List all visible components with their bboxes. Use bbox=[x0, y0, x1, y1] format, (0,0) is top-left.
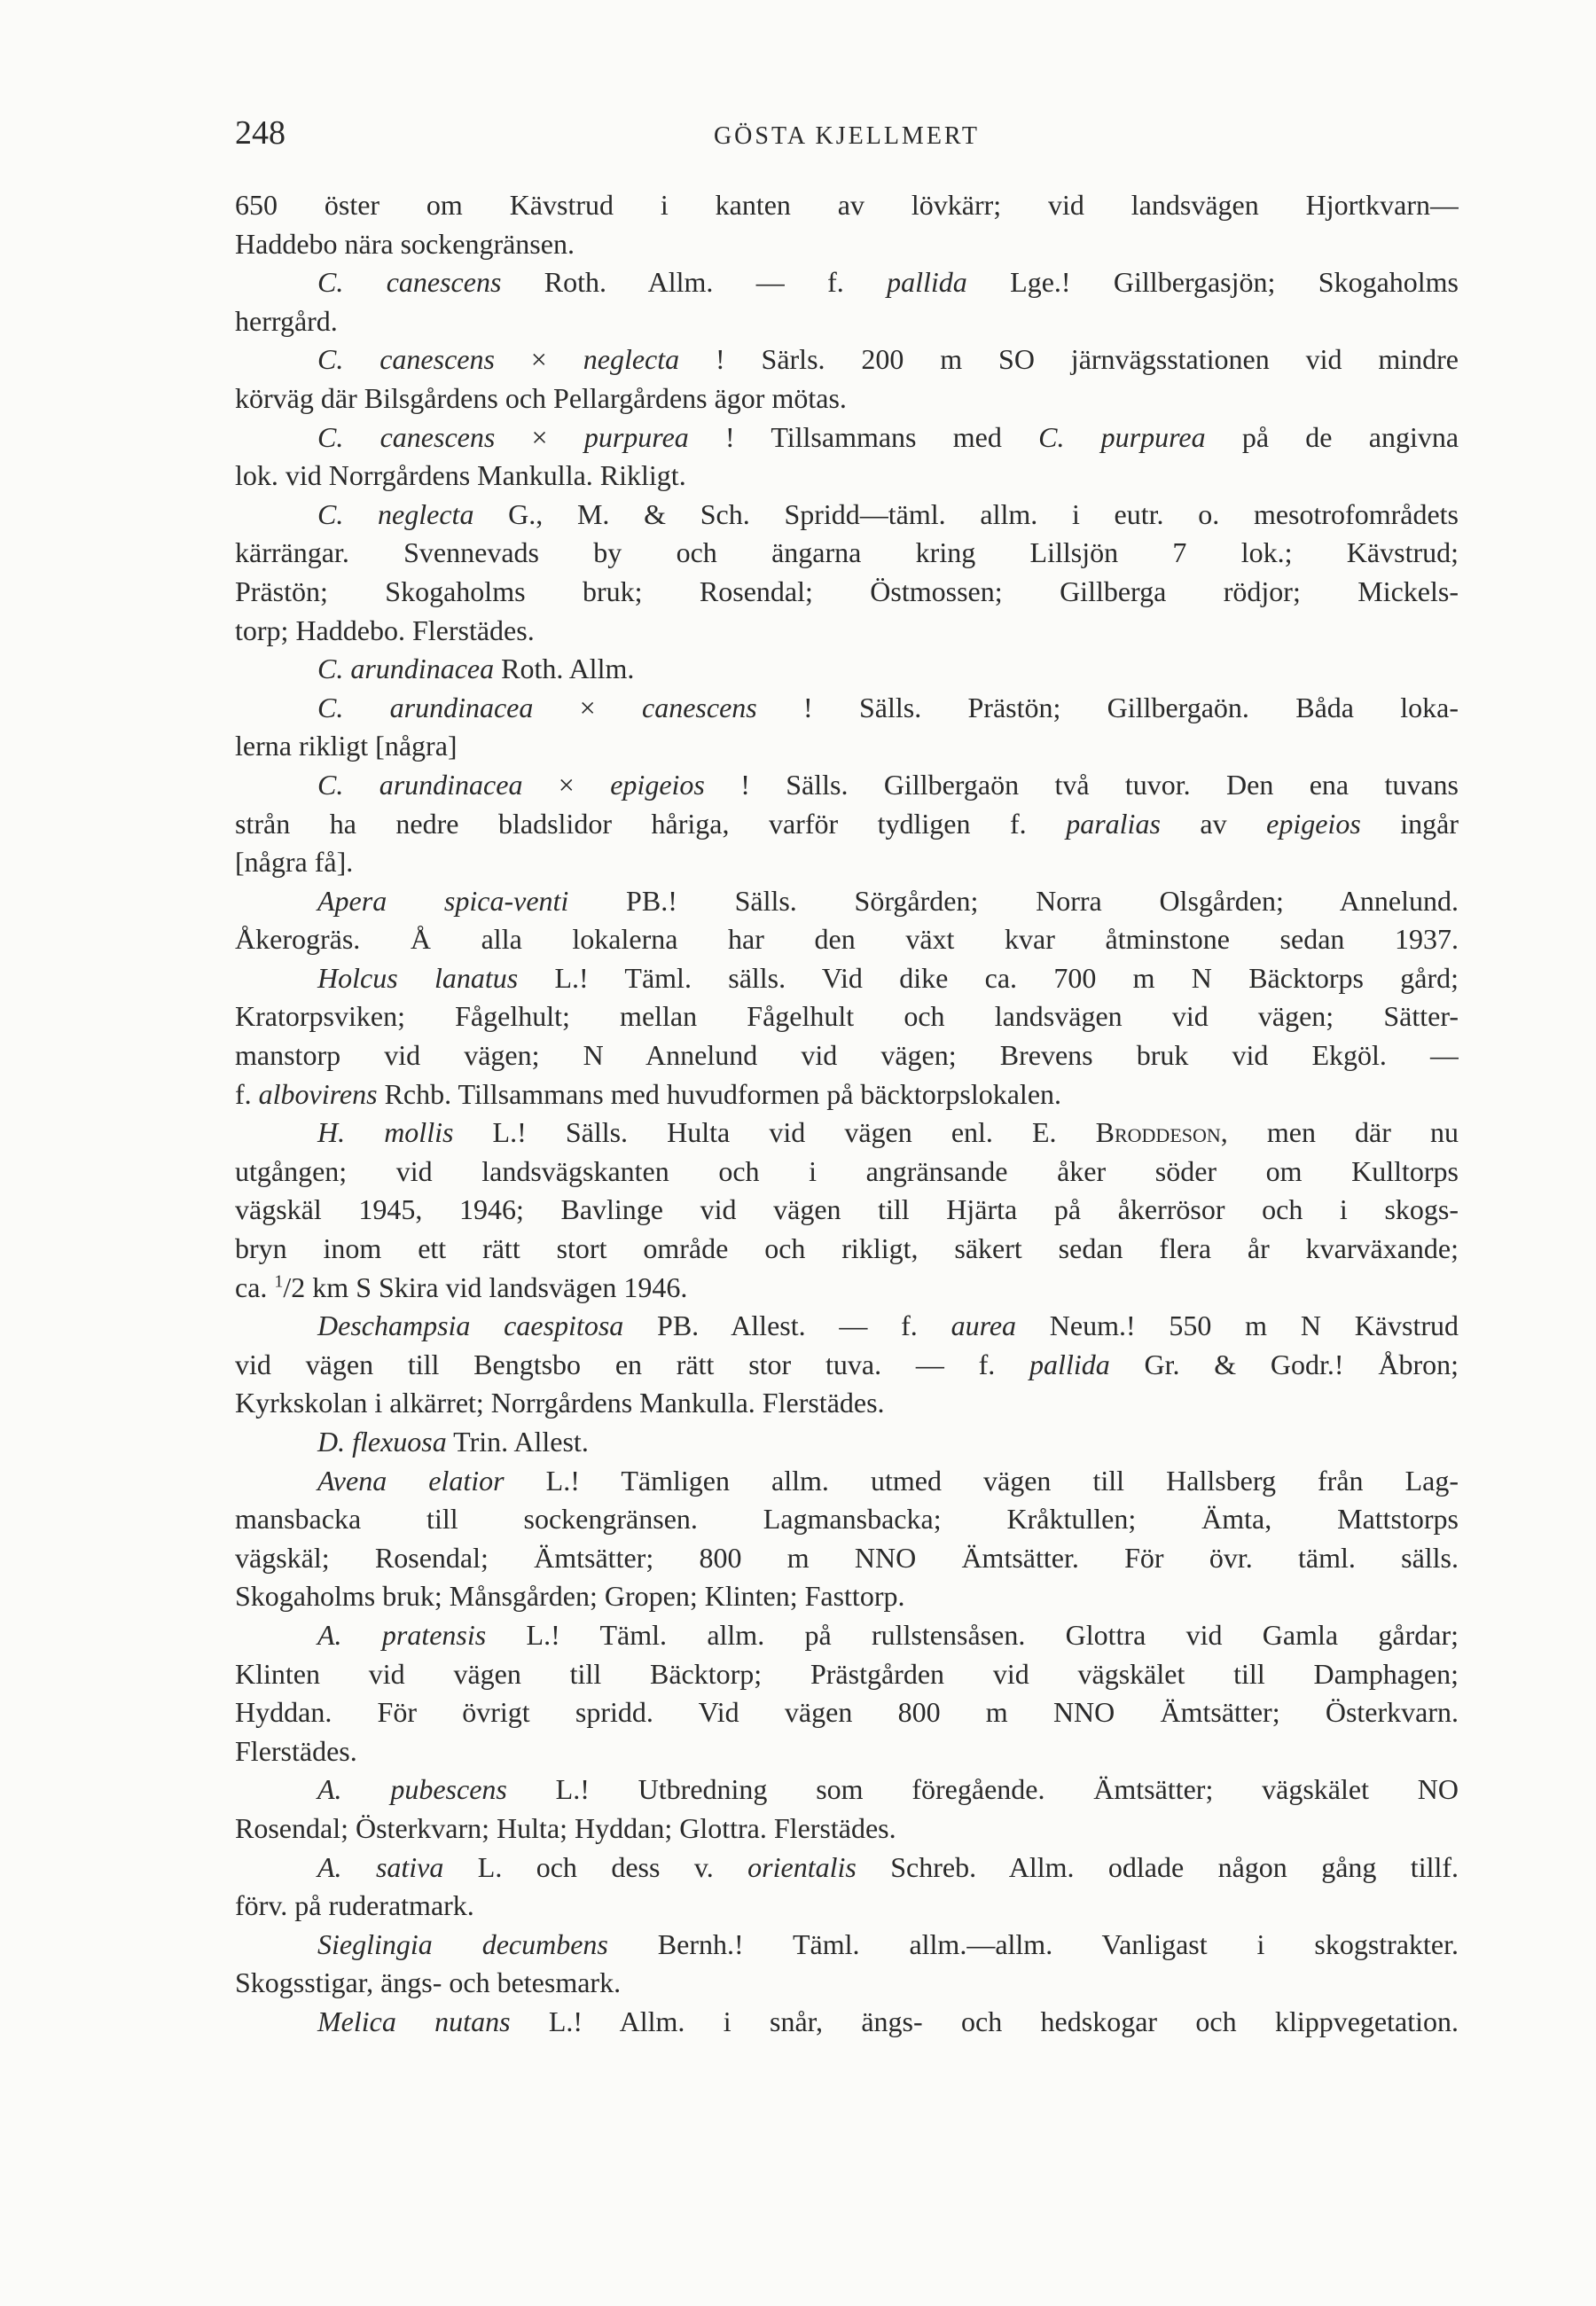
text-run: Roth. Allm. — f. bbox=[501, 266, 888, 299]
text-line bbox=[235, 1230, 1459, 1269]
page-header bbox=[235, 113, 1459, 158]
text-run: körväg där Bilsgårdens och Pellargårdens ägor mötas. bbox=[235, 381, 847, 414]
taxon-name: A. sativa bbox=[317, 1850, 444, 1883]
text-run: L.! Allm. i snår, ängs- och hedskogar och klippvegetation. bbox=[510, 2005, 1459, 2037]
text-run: × bbox=[522, 768, 611, 801]
text-run: ! Tillsammans med bbox=[688, 420, 1039, 453]
text-run: vid vägen till Bengtsbo en rätt stor tuva. — f. bbox=[235, 1348, 1030, 1380]
text-run: Schreb. Allm. odlade någon gång tillf. bbox=[856, 1850, 1459, 1883]
text-run: × bbox=[494, 343, 583, 376]
taxon-name: H. mollis bbox=[317, 1116, 454, 1149]
text-run: lok. vid Norrgårdens Mankulla. Rikligt. bbox=[235, 459, 686, 492]
taxon-name: C. arundinacea bbox=[317, 768, 523, 801]
text-line bbox=[235, 1810, 1459, 1849]
text-line bbox=[235, 457, 1459, 496]
text-line bbox=[235, 573, 1459, 612]
taxon-name: paralias bbox=[1066, 807, 1161, 840]
text-run: av bbox=[1160, 807, 1267, 840]
text-line bbox=[235, 1346, 1459, 1385]
taxon-name: C. purpurea bbox=[1038, 420, 1206, 453]
text-line bbox=[235, 1153, 1459, 1192]
text-line bbox=[235, 650, 1459, 689]
text-run: L.! Sälls. Hulta vid vägen enl. E. bbox=[453, 1116, 1096, 1149]
text-run: ! Sälls. Prästön; Gillbergaön. Båda loka- bbox=[756, 691, 1459, 723]
text-line bbox=[235, 225, 1459, 264]
text-line bbox=[235, 186, 1459, 225]
text-line bbox=[235, 920, 1459, 959]
text-run: Kratorpsviken; Fågelhult; mellan Fågelhult och landsvägen vid vägen; Sätter- bbox=[235, 1000, 1459, 1033]
text-run: förv. på ruderatmark. bbox=[235, 1889, 474, 1922]
text-run: ca. bbox=[235, 1270, 275, 1303]
text-run: 1 bbox=[274, 1270, 284, 1291]
text-line bbox=[235, 1423, 1459, 1462]
text-run: Lge.! Gillbergasjön; Skogaholms bbox=[966, 266, 1459, 299]
text-run: × bbox=[533, 691, 643, 723]
text-run: Rosendal; Österkvarn; Hulta; Hyddan; Glottra. Flerstädes. bbox=[235, 1811, 896, 1844]
text-line bbox=[235, 302, 1459, 341]
text-line bbox=[235, 2003, 1459, 2042]
text-run: utgången; vid landsvägskanten och i angränsande åker söder om Kulltorps bbox=[235, 1154, 1459, 1187]
text-line bbox=[235, 1075, 1459, 1114]
taxon-name: pallida bbox=[1029, 1348, 1110, 1380]
text-run: vägskäl 1945, 1946; Bavlinge vid vägen till Hjärta på åkerrösor och i skogs- bbox=[235, 1193, 1459, 1226]
text-line bbox=[235, 1693, 1459, 1732]
text-line bbox=[235, 1114, 1459, 1153]
text-line bbox=[235, 612, 1459, 651]
taxon-name: epigeios bbox=[1266, 807, 1361, 840]
running-head: GÖSTA KJELLMERT bbox=[713, 122, 981, 150]
text-run: Skogaholms bruk; Månsgården; Gropen; Klinten; Fasttorp. bbox=[235, 1580, 905, 1613]
taxon-name: C. arundinacea bbox=[317, 653, 495, 685]
text-run: ! Särls. 200 m SO järnvägsstationen vid mindre bbox=[679, 343, 1459, 376]
taxon-name: C. neglecta bbox=[317, 497, 474, 530]
text-line bbox=[235, 805, 1459, 844]
text-run: strån ha nedre bladslidor håriga, varför tydligen f. bbox=[235, 807, 1067, 840]
author-name: Broddeson bbox=[1095, 1116, 1221, 1149]
body-text bbox=[235, 186, 1459, 2042]
taxon-name: canescens bbox=[642, 691, 757, 723]
text-run: Haddebo nära sockengränsen. bbox=[235, 227, 575, 260]
text-line bbox=[235, 1577, 1459, 1616]
text-line bbox=[235, 689, 1459, 728]
text-run: Gr. & Godr.! Åbron; bbox=[1109, 1348, 1459, 1380]
taxon-name: C. canescens bbox=[317, 343, 495, 376]
text-run: PB. Allest. — f. bbox=[623, 1309, 951, 1342]
taxon-name: orientalis bbox=[747, 1850, 857, 1883]
text-line bbox=[235, 496, 1459, 535]
taxon-name: Sieglingia decumbens bbox=[317, 1927, 608, 1960]
text-run: Flerstädes. bbox=[235, 1734, 357, 1767]
text-line bbox=[235, 1964, 1459, 2003]
text-line bbox=[235, 959, 1459, 998]
taxon-name: Holcus lanatus bbox=[317, 961, 519, 994]
text-run: herrgård. bbox=[235, 304, 338, 337]
text-line bbox=[235, 418, 1459, 457]
text-run: , men där nu bbox=[1220, 1116, 1459, 1149]
text-run: G., M. & Sch. Spridd—täml. allm. i eutr. o. mesotrofområdets bbox=[473, 497, 1459, 530]
text-run: Hyddan. För övrigt spridd. Vid vägen 800 m NNO Ämtsätter; Österkvarn. bbox=[235, 1696, 1459, 1729]
text-run: f. bbox=[235, 1077, 259, 1110]
text-line bbox=[235, 1655, 1459, 1694]
text-run: L.! Tämligen allm. utmed vägen till Hallsberg från Lag- bbox=[504, 1464, 1459, 1497]
text-run: L. och dess v. bbox=[443, 1850, 748, 1883]
taxon-name: A. pubescens bbox=[317, 1773, 507, 1806]
text-run: på de angivna bbox=[1205, 420, 1459, 453]
text-line bbox=[235, 1269, 1459, 1308]
text-line bbox=[235, 1307, 1459, 1346]
text-run: bryn inom ett rätt stort område och rikligt, säkert sedan flera år kvarväxande; bbox=[235, 1232, 1459, 1265]
taxon-name: Apera spica-venti bbox=[317, 884, 569, 917]
text-run: /2 km S Skira vid landsvägen 1946. bbox=[283, 1270, 688, 1303]
text-line bbox=[235, 1191, 1459, 1230]
text-run: manstorp vid vägen; N Annelund vid vägen; Brevens bruk vid Ekgöl. — bbox=[235, 1039, 1459, 1072]
text-line bbox=[235, 1539, 1459, 1578]
text-run: L.! Utbredning som föregående. Ämtsätter; vägskälet NO bbox=[506, 1773, 1459, 1806]
taxon-name: C. canescens bbox=[317, 266, 502, 299]
text-run: × bbox=[495, 420, 584, 453]
text-run: kärrängar. Svennevads by och ängarna kring Lillsjön 7 lok.; Kävstrud; bbox=[235, 536, 1459, 569]
taxon-name: Melica nutans bbox=[317, 2005, 511, 2037]
taxon-name: pallida bbox=[887, 266, 967, 299]
text-run: Bernh.! Täml. allm.—allm. Vanligast i skogstrakter. bbox=[607, 1927, 1459, 1960]
taxon-name: C. arundinacea bbox=[317, 691, 534, 723]
text-line bbox=[235, 1887, 1459, 1926]
text-run: PB.! Sälls. Sörgården; Norra Olsgården; Annelund. bbox=[568, 884, 1459, 917]
text-line bbox=[235, 1732, 1459, 1771]
text-run: lerna rikligt [några] bbox=[235, 730, 458, 762]
text-run: Klinten vid vägen till Bäcktorp; Prästgården vid vägskälet till Damphagen; bbox=[235, 1657, 1459, 1690]
taxon-name: neglecta bbox=[583, 343, 680, 376]
text-line bbox=[235, 534, 1459, 573]
text-run: Rchb. Tillsammans med huvudformen på bäcktorpslokalen. bbox=[377, 1077, 1062, 1110]
text-line bbox=[235, 1462, 1459, 1501]
text-run: L.! Täml. allm. på rullstensåsen. Glottra vid Gamla gårdar; bbox=[486, 1618, 1459, 1651]
taxon-name: epigeios bbox=[610, 768, 705, 801]
text-run: Neum.! 550 m N Kävstrud bbox=[1016, 1309, 1459, 1342]
text-run: ! Sälls. Gillbergaön två tuvor. Den ena tuvans bbox=[704, 768, 1459, 801]
text-line bbox=[235, 1500, 1459, 1539]
text-run: [några få]. bbox=[235, 846, 354, 879]
page-number: 248 bbox=[235, 114, 286, 152]
text-line bbox=[235, 263, 1459, 302]
text-line bbox=[235, 1849, 1459, 1888]
text-run: mansbacka till sockengränsen. Lagmansbacka; Kråktullen; Ämta, Mattstorps bbox=[235, 1503, 1459, 1536]
text-run: ingår bbox=[1360, 807, 1459, 840]
text-line bbox=[235, 1036, 1459, 1075]
text-line bbox=[235, 997, 1459, 1036]
text-line bbox=[235, 766, 1459, 805]
taxon-name: purpurea bbox=[583, 420, 689, 453]
text-line bbox=[235, 1926, 1459, 1965]
text-run: L.! Täml. sälls. Vid dike ca. 700 m N Bäcktorps gård; bbox=[518, 961, 1459, 994]
text-line bbox=[235, 843, 1459, 882]
text-run: vägskäl; Rosendal; Ämtsätter; 800 m NNO Ämtsätter. För övr. täml. sälls. bbox=[235, 1541, 1459, 1574]
text-line bbox=[235, 1616, 1459, 1655]
text-line bbox=[235, 727, 1459, 766]
taxon-name: aurea bbox=[951, 1309, 1017, 1342]
taxon-name: C. canescens bbox=[317, 420, 496, 453]
text-run: Trin. Allest. bbox=[446, 1426, 589, 1458]
text-line bbox=[235, 882, 1459, 921]
text-run: Prästön; Skogaholms bruk; Rosendal; Östmossen; Gillberga rödjor; Mickels- bbox=[235, 575, 1459, 607]
taxon-name: Avena elatior bbox=[317, 1464, 505, 1497]
taxon-name: Deschampsia caespitosa bbox=[317, 1309, 624, 1342]
text-run: Kyrkskolan i alkärret; Norrgårdens Mankulla. Flerstädes. bbox=[235, 1387, 885, 1419]
text-line bbox=[235, 1771, 1459, 1810]
text-run: 650 öster om Kävstrud i kanten av lövkärr; vid landsvägen Hjortkvarn— bbox=[235, 189, 1459, 221]
text-run: Skogsstigar, ängs- och betesmark. bbox=[235, 1966, 622, 1999]
text-run: Åkerogräs. Å alla lokalerna har den växt kvar åtminstone sedan 1937. bbox=[235, 923, 1459, 956]
text-run: torp; Haddebo. Flerstädes. bbox=[235, 614, 535, 646]
taxon-name: D. flexuosa bbox=[317, 1426, 447, 1458]
text-line bbox=[235, 379, 1459, 418]
text-line bbox=[235, 340, 1459, 379]
text-line bbox=[235, 1384, 1459, 1423]
text-run: Roth. Allm. bbox=[494, 653, 635, 685]
taxon-name: A. pratensis bbox=[317, 1618, 487, 1651]
taxon-name: albovirens bbox=[258, 1077, 378, 1110]
